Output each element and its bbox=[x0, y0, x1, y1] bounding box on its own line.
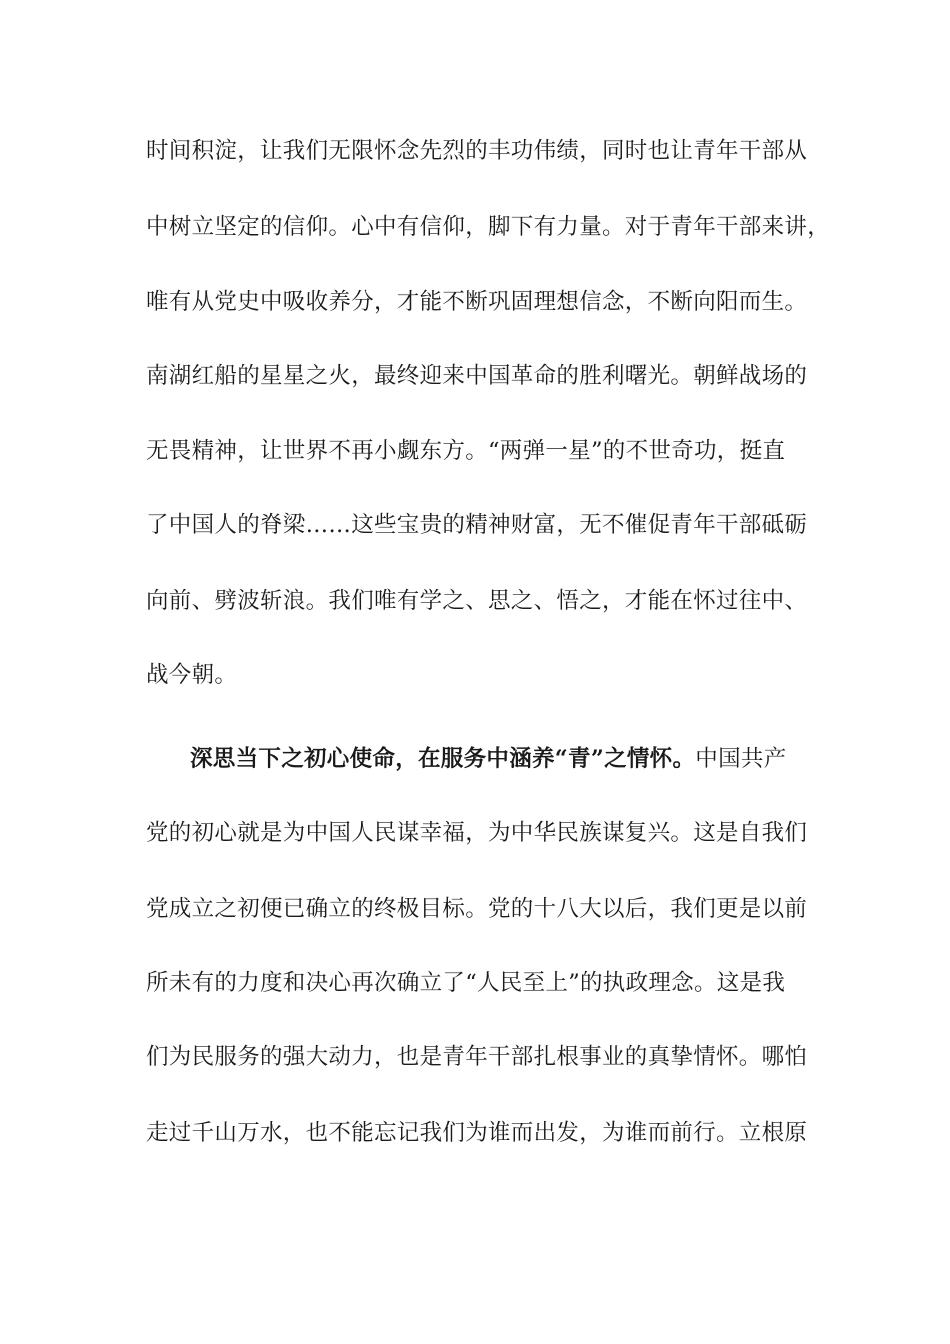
paragraph-2-line-3: 党成立之初便已确立的终极目标。党的十八大以后，我们更是以前 bbox=[146, 896, 808, 922]
paragraph-2-heading: 深思当下之初心使命，在服务中涵养“青”之情怀。 bbox=[190, 746, 696, 772]
paragraph-1-line-1: 时间积淀，让我们无限怀念先烈的丰功伟绩，同时也让青年干部从 bbox=[146, 138, 808, 164]
paragraph-2-line-5: 们为民服务的强大动力，也是青年干部扎根事业的真挚情怀。哪怕 bbox=[146, 1044, 808, 1070]
paragraph-2-line-2: 党的初心就是为中国人民谋幸福，为中华民族谋复兴。这是自我们 bbox=[146, 820, 808, 846]
paragraph-1-line-2: 中树立坚定的信仰。心中有信仰，脚下有力量。对于青年干部来讲， bbox=[146, 214, 831, 240]
paragraph-1-line-4: 南湖红船的星星之火，最终迎来中国革命的胜利曙光。朝鲜战场的 bbox=[146, 363, 808, 389]
paragraph-2-line-4: 所未有的力度和决心再次确立了“人民至上”的执政理念。这是我 bbox=[146, 970, 786, 996]
paragraph-2-line-6: 走过千山万水，也不能忘记我们为谁而出发，为谁而前行。立根原 bbox=[146, 1120, 808, 1146]
paragraph-1-line-7: 向前、劈波斩浪。我们唯有学之、思之、悟之，才能在怀过往中、 bbox=[146, 588, 808, 614]
paragraph-1-line-6: 了中国人的脊梁……这些宝贵的精神财富，无不催促青年干部砥砺 bbox=[146, 512, 808, 538]
paragraph-1-line-8: 战今朝。 bbox=[146, 662, 238, 688]
paragraph-1-line-3: 唯有从党史中吸收养分，才能不断巩固理想信念，不断向阳而生。 bbox=[146, 289, 808, 315]
paragraph-2-first-line-rest: 中国共产 bbox=[695, 746, 787, 772]
paragraph-1-line-5: 无畏精神，让世界不再小觑东方。“两弹一星”的不世奇功，挺直 bbox=[146, 438, 786, 464]
paragraph-2-first-line bbox=[190, 744, 787, 774]
